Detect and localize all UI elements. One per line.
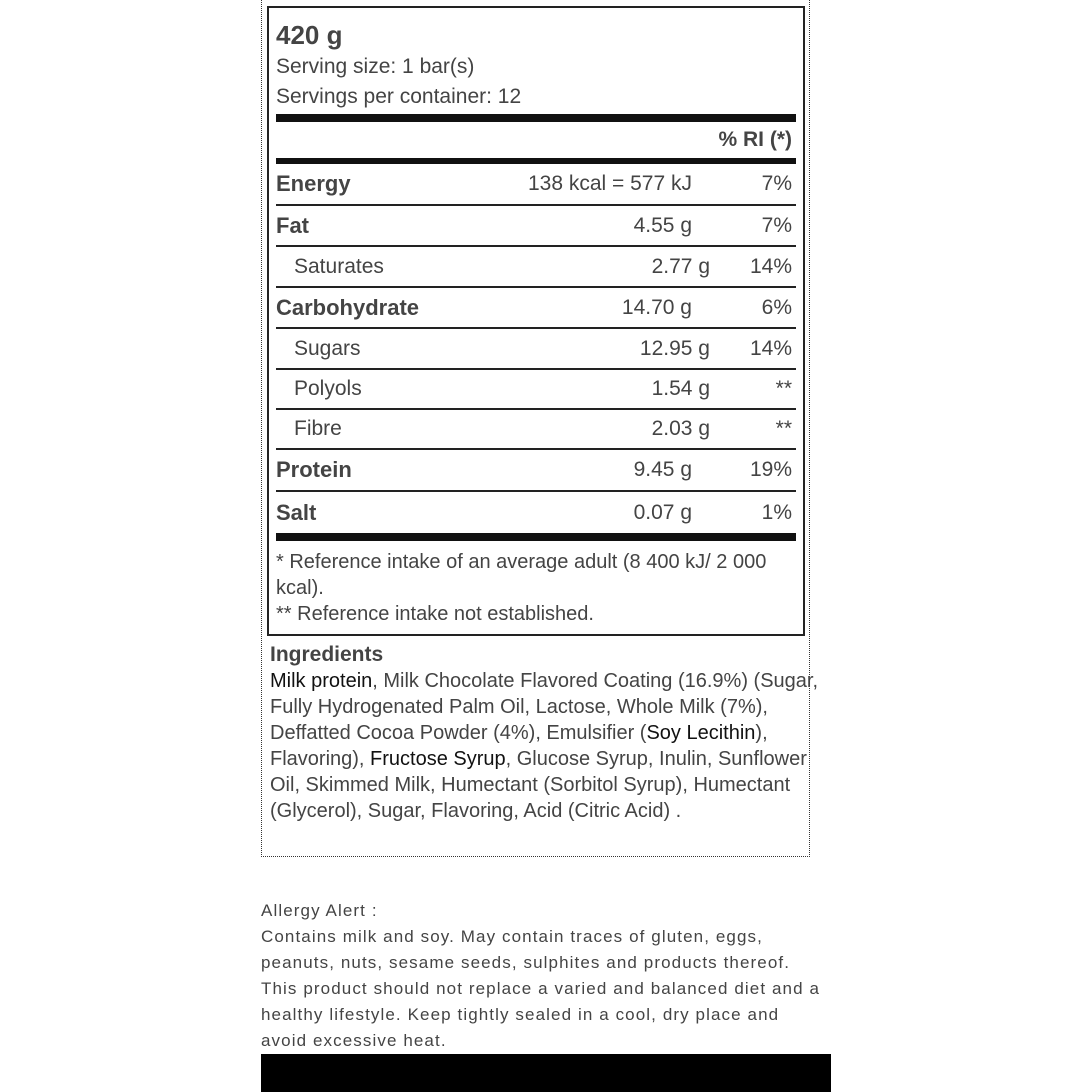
footnote-reference-intake: * Reference intake of an average adult (8 400 kJ/ 2 000 kcal). [276,551,767,599]
nutrient-ri: ** [775,377,792,400]
nutrient-ri: 14% [749,254,792,278]
nutrition-facts-panel [267,6,805,636]
nutrient-ri: 7% [761,213,792,237]
ingredients-part-1: , Milk Chocolate Flavored Coating (16.9%) (Sugar, Fully Hydrogenated Palm Oil, Lactose, Whole Milk (7%), Deffatted Cocoa Powder (4%), Emulsifier ( [270,670,819,744]
nutrient-name: Protein [276,457,352,482]
ingredients-section [270,642,830,824]
allergy-text: Contains milk and soy. May contain traces of gluten, eggs, peanuts, nuts, sesame seeds, sulphites and products thereof. This product should not replace a varied and balanced diet and a healthy lifestyle. Keep tightly sealed in a cool, dry place and avoid excessive heat. [261,927,821,1050]
nutrient-row-fat [276,206,796,247]
nutrient-row-salt [276,492,796,533]
net-weight: 420 g [276,20,343,50]
nutrient-row-fibre [276,410,796,450]
nutrient-row-polyols [276,370,796,410]
nutrient-ri: 14% [749,336,792,360]
nutrient-row-carbohydrate [276,288,796,329]
nutrient-row-sugars [276,329,796,370]
nutrient-name: Saturates [294,254,384,278]
nutrient-name: Fibre [294,417,342,440]
nutrient-ri: 19% [749,458,792,481]
nutrient-name: Salt [276,499,317,525]
nutrient-amount: 138 kcal = 577 kJ [527,172,692,195]
nutrient-row-energy [276,164,796,206]
nutrient-row-saturates [276,247,796,288]
servings-per-container: Servings per container: 12 [276,85,522,108]
nutrient-ri: ** [775,417,792,440]
nutrient-amount: 0.07 g [633,500,692,524]
ingredient-soy-lecithin: Soy Lecithin [646,722,756,744]
nutrient-ri: 1% [761,500,792,524]
nutrient-amount: 4.55 g [633,213,692,237]
nutrient-amount: 2.03 g [651,417,710,440]
nutrient-name: Carbohydrate [276,294,420,320]
allergy-section [261,898,831,1054]
nutrient-name: Sugars [294,336,361,360]
ingredient-milk-protein: Milk protein [270,670,373,692]
ingredients-part-3: , Glucose Syrup, Inulin, Sunflower Oil, Skimmed Milk, Humectant (Sorbitol Syrup), Humectant (Glycerol), Sugar, Flavoring, Acid (Citric Acid) . [270,748,807,822]
nutrient-amount: 2.77 g [651,254,710,278]
footnote-not-established: ** Reference intake not established. [276,603,594,625]
nutrient-amount: 9.45 g [633,458,692,481]
ingredient-fructose-syrup: Fructose Syrup [370,748,506,770]
divider-thick [276,114,796,122]
nutrient-name: Polyols [294,377,362,400]
divider-thick-bottom [276,533,796,541]
nutrient-amount: 14.70 g [621,295,692,319]
serving-size: Serving size: 1 bar(s) [276,55,475,78]
ingredients-part-2: ), Flavoring), [270,722,768,770]
ingredients-title: Ingredients [270,643,384,666]
nutrient-amount: 12.95 g [639,336,710,360]
ri-header: % RI (*) [718,128,792,151]
nutrient-name: Energy [276,171,351,196]
nutrient-name: Fat [276,212,309,238]
nutrient-ri: 6% [761,295,792,319]
table-header [276,122,796,158]
nutrient-amount: 1.54 g [651,377,710,400]
ingredients-text [270,668,830,824]
nutrient-row-protein [276,450,796,492]
nutrient-ri: 7% [761,172,792,195]
allergy-title: Allergy Alert : [261,901,378,920]
footer-black-bar [261,1054,831,1092]
